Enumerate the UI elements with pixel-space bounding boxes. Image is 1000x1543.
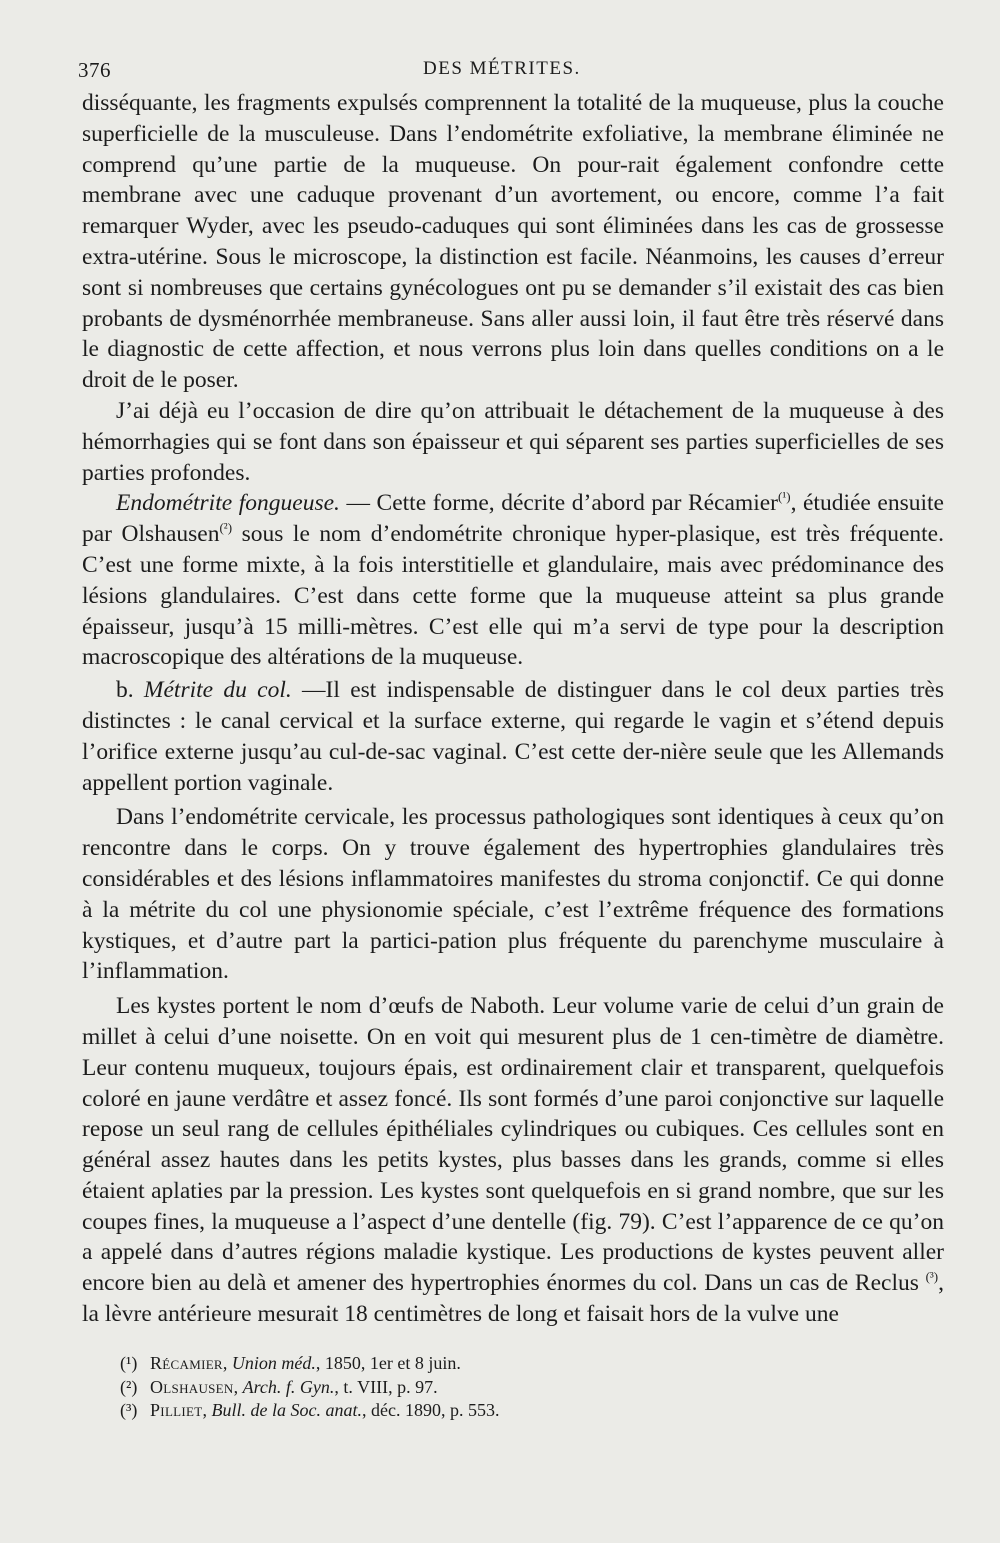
paragraph	[82, 396, 944, 488]
paragraph-text: J’ai déjà eu l’occasion de dire qu’on attribuait le détachement de la muqueuse à des hémorrhagies qui se font dans son épaisseur et qui séparent ses parties superficielles de ses parties profondes.	[82, 397, 944, 486]
running-head	[78, 58, 944, 88]
footnote-work: Bull. de la Soc. anat.	[211, 1400, 363, 1420]
paragraph-text: sous le nom d’endométrite chronique hyper-plasique, est très fréquente. C’est une forme mixte, à la fois interstitielle et glandulaire, mais avec prédominance des lésions glandulaires. C’est dans cette forme que la muqueuse atteint sa plus grande épaisseur, jusqu’à 15 milli-mètres. C’est elle qui m’a servi de type pour la description macroscopique des altérations de la muqueuse.	[82, 521, 944, 671]
footnote: (²) Olshausen, Arch. f. Gyn., t. VIII, p. 97.	[120, 1376, 820, 1400]
footnote-work: Union méd.	[231, 1353, 316, 1373]
paragraph	[82, 991, 944, 1330]
section-title: Endométrite fongueuse.	[116, 490, 340, 517]
footnote-mark: (¹)	[120, 1353, 138, 1373]
paragraph-text: , étudiée ensuite par Olshausen	[82, 490, 944, 548]
footnote-mark: (²)	[120, 1376, 138, 1397]
paragraph-continued	[82, 88, 944, 396]
paragraph-text: , la lèvre antérieure mesurait 18 centimètres de long et faisait hors de la vulve une	[82, 1270, 945, 1328]
paragraph-text: disséquante, les fragments expulsés comprennent la totalité de la muqueuse, plus la couche superficielle de la musculeuse. Dans l’endométrite exfoliative, la membrane éliminée ne comprend qu’une partie de la muqueuse. On pour-rait également confondre cette membrane avec une caduque provenant d’un avortement, ou encore, comme l’a fait remarquer Wyder, avec les pseudo-caduques qui sont éliminées dans les cas de grossesse extra-utérine. Sous le microscope, la distinction est facile. Néanmoins, les causes d’erreur sont si nombreuses que certains gynécologues ont pu se demander s’il existait des cas bien probants de dysménorrhée membraneuse. Sans aller aussi loin, il faut être très réservé dans le diagnostic de cette affection, et nous verrons plus loin dans quelles conditions on a le droit de le poser.	[82, 90, 944, 394]
footnote-ref: (¹)	[778, 489, 791, 505]
paragraph-text: Les kystes portent le nom d’œufs de Naboth. Leur volume varie de celui d’un grain de millet à celui d’une noisette. On en voit qui mesurent plus de 1 cen-timètre de diamètre. Leur contenu muqueux, toujours épais, est ordinairement clair et transparent, quelquefois coloré en jaune verdâtre et assez foncé. Ils sont formés d’une paroi conjonctive sur laquelle repose un seul rang de cellules épithéliales cylindriques ou cubiques. Ces cellules sont en général assez hautes dans les petits kystes, plus basses dans les grands, comme si elles étaient aplaties par la pression. Les kystes sont quelquefois en si grand nombre, que sur les coupes fines, la muqueuse a l’aspect d’une dentelle (fig. 79). C’est l’apparence de ce qu’on a appelé dans d’autres régions maladie kystique. Les productions de kystes peuvent aller encore bien au delà et amener des hypertrophies énormes du col. Dans un cas de Reclus	[82, 993, 944, 1297]
footnote: (¹) Récamier, Union méd., 1850, 1er et 8 juin.	[120, 1352, 820, 1376]
paragraph-metrite-du-col	[82, 675, 944, 798]
body-text	[82, 88, 944, 1330]
page-number: 376	[78, 58, 111, 82]
section-letter: b.	[116, 677, 144, 704]
paragraph-text: — Cette forme, décrite d’abord par Récamier	[339, 490, 778, 517]
footnote-author: Pilliet	[150, 1400, 203, 1420]
footnote-details: , déc. 1890, p. 553.	[362, 1400, 500, 1420]
footnote-details: , 1850, 1er et 8 juin.	[315, 1353, 461, 1373]
paragraph-text: Dans l’endométrite cervicale, les processus pathologiques sont identiques à ceux qu’on rencontre dans le corps. On y trouve également des hypertrophies glandulaires très considérables et des lésions inflammatoires manifestes du stroma conjonctif. Ce qui donne à la métrite du col une physionomie spéciale, c’est l’extrême fréquence des formations kystiques, et d’autre part la partici-pation plus fréquente du parenchyme musculaire à l’inflammation.	[82, 804, 944, 985]
footnotes	[120, 1352, 820, 1423]
footnote-author: Récamier	[150, 1353, 223, 1373]
paragraph-text: —Il est indispensable de distinguer dans le col deux parties très distinctes : le canal cervical et la surface externe, qui regarde le vagin et s’étend depuis l’orifice externe jusqu’au cul-de-sac vaginal. C’est cette der-nière seule que les Allemands appellent portion vaginale.	[82, 677, 945, 796]
footnote-work: Arch. f. Gyn.	[242, 1376, 335, 1397]
paragraph	[82, 802, 944, 987]
section-title: Métrite du col.	[143, 677, 292, 704]
footnote-details: , t. VIII, p. 97.	[334, 1376, 438, 1397]
footnote-ref: (³)	[925, 1269, 939, 1285]
paragraph-endometrite-fongueuse	[82, 488, 944, 673]
footnote-ref: (²)	[219, 520, 233, 536]
footnote: (³) Pilliet, Bull. de la Soc. anat., déc. 1890, p. 553.	[120, 1399, 820, 1423]
footnote-author: Olshausen	[150, 1376, 234, 1397]
running-title: DES MÉTRITES.	[423, 58, 581, 79]
footnote-mark: (³)	[120, 1400, 138, 1420]
